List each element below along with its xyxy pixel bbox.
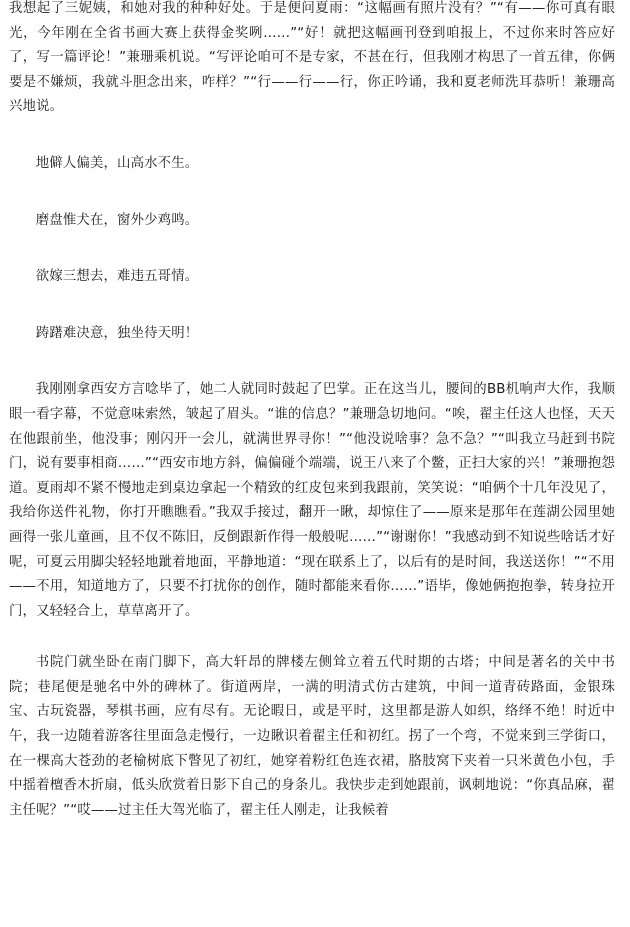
poem-spacer bbox=[9, 177, 615, 209]
paragraph-spacer bbox=[9, 346, 615, 378]
poem-line-2: 磨盘惟犬在，窗外少鸡鸣。 bbox=[35, 212, 199, 228]
poem-line-3: 欲嫁三想去，难违五哥情。 bbox=[35, 269, 199, 285]
poem-spacer bbox=[9, 233, 615, 265]
poem-line-4: 踌躇难决意，独坐待天明！ bbox=[35, 325, 199, 341]
article-body bbox=[9, 0, 615, 823]
paragraph-1: 我想起了三妮姨，和她对我的种种好处。于是便问夏雨：“这幅画有照片没有？”“有——你可真有眼光，今年刚在全省书画大赛上获得金奖咧……”“好！就把这幅画刊登到咱报上，不过你来时答应好了，写一篇评论！”兼珊乘机说。“写评论咱可不是专家，不甚在行，但我刚才构思了一首五律，你俩要是不嫌烦，我就斗胆念出来，咋样？”“行——行——行，你正吟诵，我和夏老师洗耳恭听！兼珊高兴地说。 bbox=[9, 1, 615, 115]
poem-line-1: 地僻人偏美，山高水不生。 bbox=[35, 155, 199, 171]
paragraph-spacer bbox=[9, 624, 615, 651]
poem-spacer bbox=[9, 290, 615, 322]
paragraph-3: 书院门就坐卧在南门脚下，高大轩昂的牌楼左侧耸立着五代时期的古塔；中间是著名的关中书院；巷尾便是驰名中外的碑林了。街道两岸，一满的明清式仿古建筑，中间一道青砖路面，金银珠宝、古玩瓷器，琴棋书画，应有尽有。无论暇日，或是平时，这里都是游人如织，络绎不绝！时近中午，我一边随着游客往里面急走慢行，一边瞅识着翟主任和初红。拐了一个弯，不觉来到三学街口，在一棵高大苍劲的老榆树底下瞥见了初红，她穿着粉红色连衣裙，胳肢窝下夹着一只米黄色小包，手中摇着檀香木折扇，低头欣赏着日影下自己的身条儿。我快步走到她跟前，讽刺地说：“你真品麻，翟主任呢？”“哎——过主任大驾光临了，翟主任人刚走，让我候着 bbox=[9, 655, 615, 818]
paragraph-spacer bbox=[9, 120, 615, 152]
paragraph-2: 我刚刚拿西安方言唸毕了，她二人就同时鼓起了巴掌。正在这当儿，腰间的BB机响声大作，我顺眼一看字幕，不觉意味索然，皱起了眉头。“谁的信息？”兼珊急切地问。“唉，翟主任这人也怪，天天在他跟前坐，他没事；刚闪开一会儿，就满世界寻你！”“他没说啥事？急不急？”“叫我立马赶到书院门，说有要事相商……”“西安市地方斜，偏偏碰个端端，说王八来了个鳖，正扫大家的兴！”兼珊抱怨道。夏雨却不紧不慢地走到桌边拿起一个精致的红皮包来到我跟前，笑笑说：“咱俩个十几年没见了，我给你送件礼物，你打开瞧瞧看。”我双手接过，翻开一瞅，却惊住了——原来是那年在莲湖公园里她画得一张儿童画，且不仅不陈旧，反倒跟新作得一般般呢……”“谢谢你！”我感动到不知说些啥话才好呢，可夏云用脚尖轻轻地跐着地面，平静地道：“现在联系上了，以后有的是时间，我送送你！”“不用——不用，知道地方了，只要不打扰你的创作，随时都能来看你……”语毕，像她俩抱抱拳，转身拉开门，又轻轻合上，草草离开了。 bbox=[9, 382, 615, 619]
